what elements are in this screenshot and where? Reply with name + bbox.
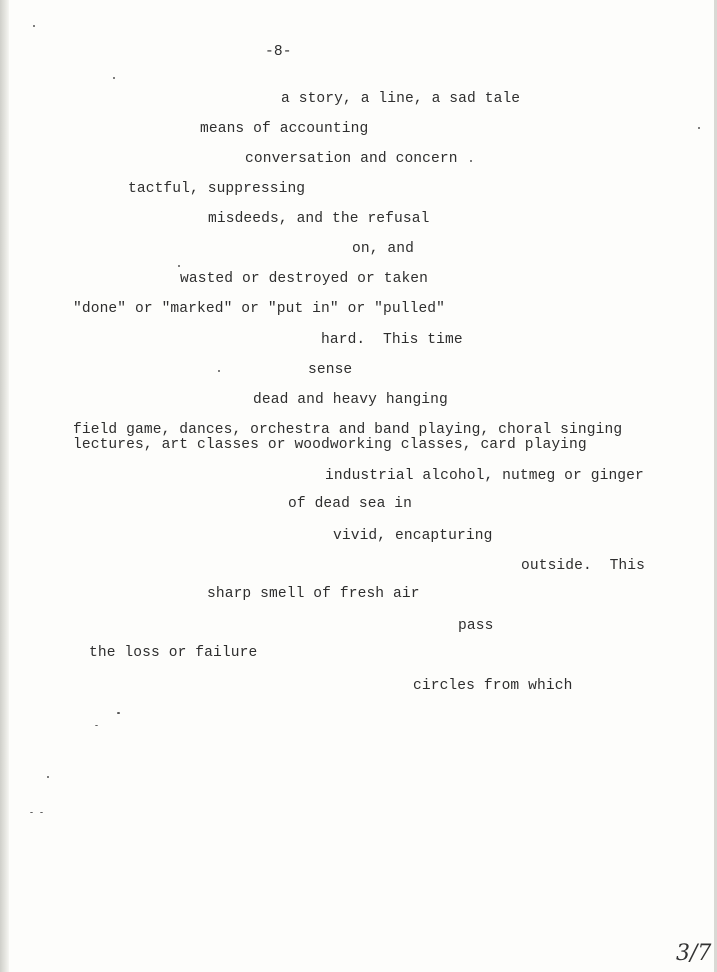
paper-speck (218, 370, 220, 372)
text-line: lectures, art classes or woodworking classes, card playing (73, 437, 587, 453)
text-line: on, and (352, 241, 415, 257)
page-number: -8- (265, 44, 292, 60)
paper-speck (698, 127, 700, 129)
text-line: outside. This (521, 558, 646, 574)
handwritten-page-mark: 3/7 (676, 941, 712, 966)
text-line: conversation and concern (245, 151, 458, 167)
text-line: sharp smell of fresh air (207, 586, 420, 602)
text-line: tactful, suppressing (128, 181, 306, 197)
paper-speck (117, 712, 120, 714)
paper-speck (95, 725, 98, 726)
paper-speck (470, 160, 472, 162)
text-line: the loss or failure (89, 645, 258, 661)
text-line: pass (458, 618, 494, 634)
text-line: wasted or destroyed or taken (180, 271, 429, 287)
page-left-edge (0, 0, 9, 972)
paper-speck (113, 77, 115, 79)
text-line: means of accounting (200, 121, 369, 137)
text-line: hard. This time (321, 332, 463, 348)
text-line: "done" or "marked" or "put in" or "pulled" (73, 301, 446, 317)
paper-speck (40, 812, 43, 813)
text-line: circles from which (413, 678, 573, 694)
text-line: industrial alcohol, nutmeg or ginger (325, 468, 644, 484)
text-line: vivid, encapturing (333, 528, 493, 544)
text-line: misdeeds, and the refusal (208, 211, 430, 227)
text-line: sense (308, 362, 353, 378)
paper-speck (178, 265, 180, 267)
text-line: dead and heavy hanging (253, 392, 448, 408)
text-line: field game, dances, orchestra and band playing, choral singing (73, 422, 623, 438)
paper-speck (30, 812, 33, 813)
paper-speck (47, 776, 49, 778)
paper-speck (33, 25, 35, 27)
text-line: of dead sea in (288, 496, 413, 512)
text-line: a story, a line, a sad tale (281, 91, 521, 107)
